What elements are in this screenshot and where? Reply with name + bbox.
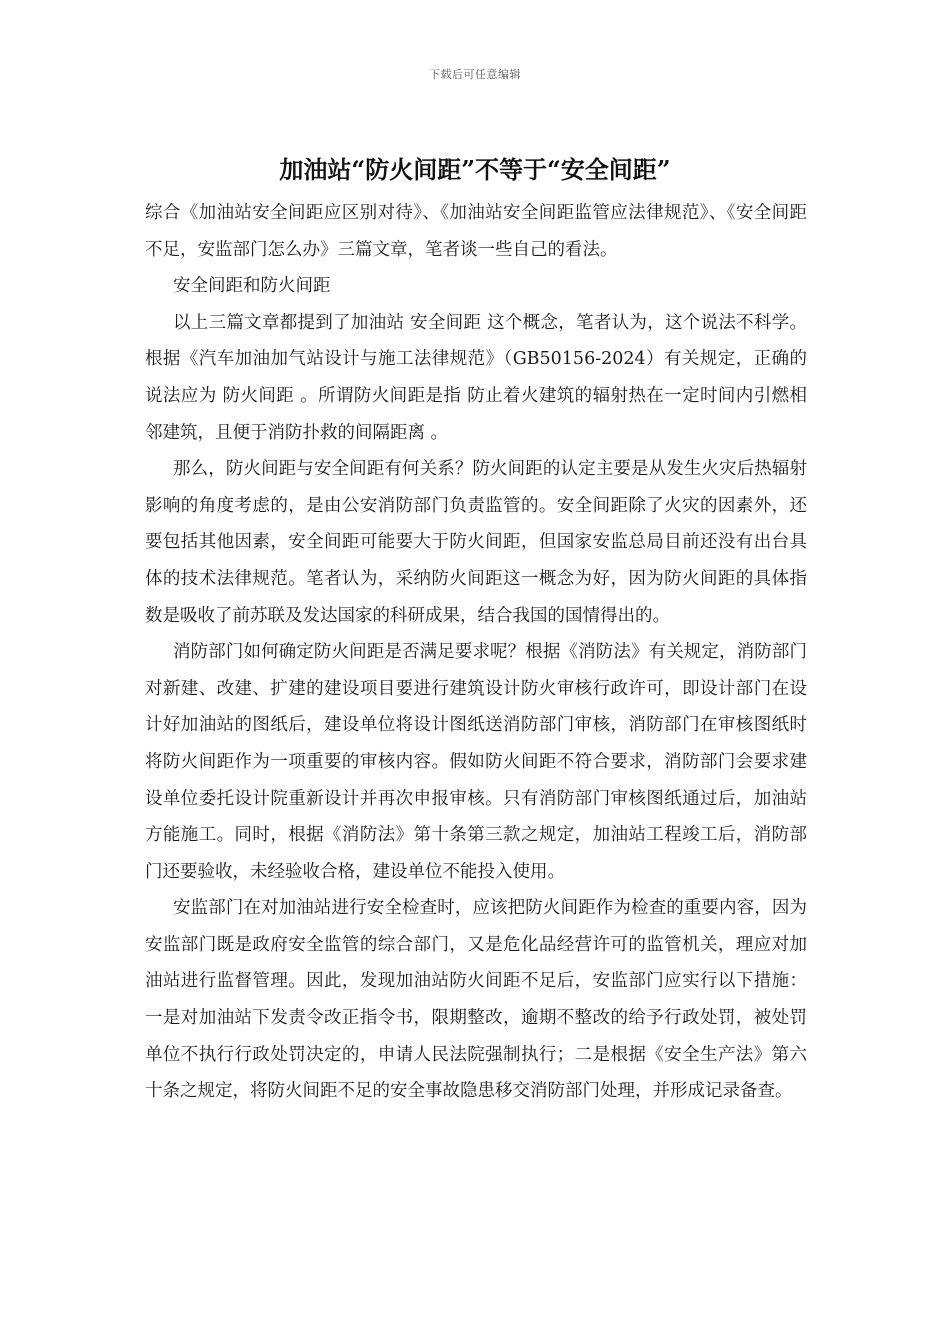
section-heading: 安全间距和防火间距 [173, 276, 331, 297]
body-paragraph: 消防部门如何确定防火间距是否满足要求呢？根据《消防法》有关规定，消防部门对新建、改建、扩建的建设项目要进行建筑设计防火审核行政许可，即设计部门在设计好加油站的图纸后，建设单位将设计图纸送消防部门审核，消防部门在审核图纸时将防火间距作为一项重要的审核内容。假如防火间距不符合要求，消防部门会要求建设单位委托设计院重新设计并再次申报审核。只有消防部门审核图纸通过后，加油站方能施工。同时，根据《消防法》第十条第三款之规定，加油站工程竣工后，消防部门还要验收，未经验收合格，建设单位不能投入使用。 [145, 642, 807, 882]
document-title: 加油站“防火间距”不等于“安全间距” [279, 155, 671, 184]
body-paragraph: 那么，防火间距与安全间距有何关系？防火间距的认定主要是从发生火灾后热辐射影响的角度考虑的，是由公安消防部门负责监管的。安全间距除了火灾的因素外，还要包括其他因素，安全间距可能要大于防火间距，但国家安监总局目前还没有出台具体的技术法律规范。笔者认为，采纳防火间距这一概念为好，因为防火间距的具体指数是吸收了前苏联及发达国家的科研成果，结合我国的国情得出的。 [145, 459, 807, 626]
header-note: 下载后可任意编辑 [429, 68, 521, 81]
body-paragraph: 以上三篇文章都提到了加油站 安全间距 这个概念，笔者认为，这个说法不科学。根据《汽车加油加气站设计与施工法律规范》（GB50156-2024）有关规定，正确的说法应为 防火间距 。所谓防火间距是指 防止着火建筑的辐射热在一定时间内引燃相邻建筑，且便于消防扑救的间隔距离 。 [145, 312, 807, 443]
intro-paragraph: 综合《加油站安全间距应区别对待》、《加油站安全间距监管应法律规范》、《安全间距不足，安监部门怎么办》三篇文章，笔者谈一些自己的看法。 [145, 203, 807, 260]
body-paragraph: 安监部门在对加油站进行安全检查时，应该把防火间距作为检查的重要内容，因为安监部门既是政府安全监管的综合部门，又是危化品经营许可的监管机关，理应对加油站进行监督管理。因此，发现加油站防火间距不足后，安监部门应实行以下措施：一是对加油站下发责令改正指令书，限期整改，逾期不整改的给予行政处罚，被处罚单位不执行行政处罚决定的，申请人民法院强制执行；二是根据《安全生产法》第六十条之规定，将防火间距不足的安全事故隐患移交消防部门处理，并形成记录备查。 [145, 898, 807, 1102]
document-body [145, 195, 807, 1110]
